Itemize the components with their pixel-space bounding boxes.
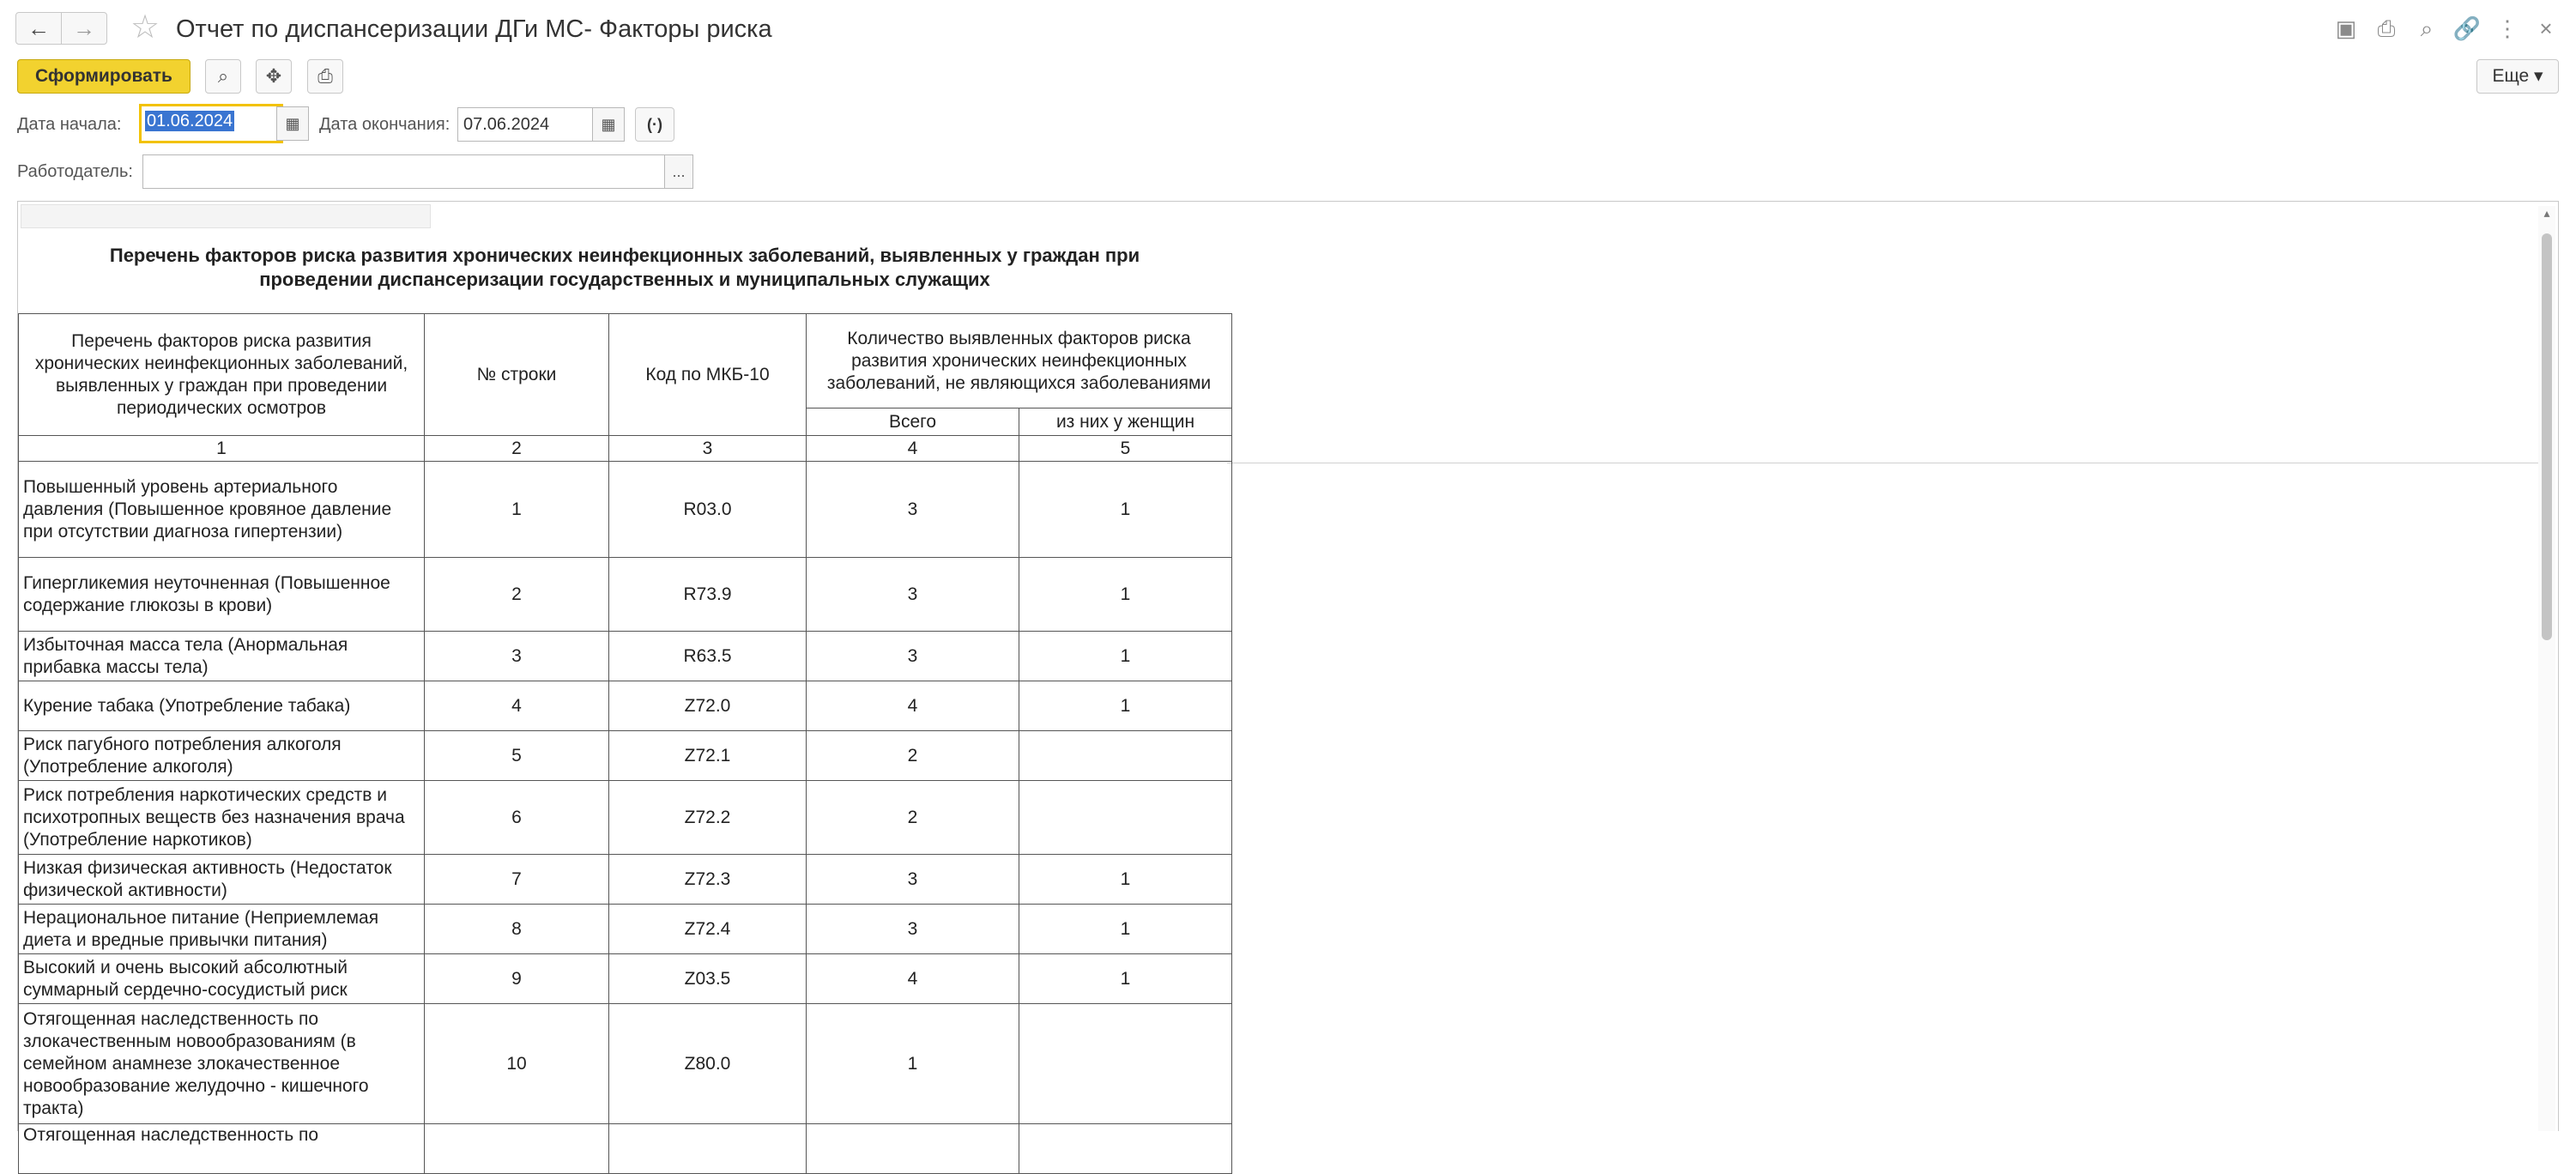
- preview-icon[interactable]: ⌕: [2420, 15, 2434, 41]
- window-title: Отчет по диспансеризации ДГи МС- Факторы риска: [176, 15, 772, 43]
- header-total: Всего: [807, 408, 1019, 436]
- start-date-input[interactable]: [139, 104, 283, 143]
- employer-label: Работодатель:: [17, 162, 133, 181]
- cell-factor: Отягощенная наследственность по злокачественным новообразованиям (в семейном анамнезе злокачественное новообразование желудочно - кишечного тракта): [19, 1004, 425, 1124]
- cell-total: 3: [807, 632, 1019, 681]
- cell-total: 4: [807, 954, 1019, 1004]
- start-date-label: Дата начала:: [17, 115, 122, 134]
- cell-total: 3: [807, 462, 1019, 558]
- arrow-left-icon: ←: [27, 15, 50, 41]
- cell-total: [807, 1124, 1019, 1174]
- cell-row-no: 10: [425, 1004, 609, 1124]
- cell-total: 2: [807, 781, 1019, 855]
- generate-button[interactable]: Сформировать: [17, 59, 190, 94]
- cell-icd: R63.5: [609, 632, 807, 681]
- search-doc-icon: ⌕: [217, 65, 229, 87]
- cell-icd: Z72.3: [609, 855, 807, 905]
- cell-women: [1019, 1004, 1232, 1124]
- select-period-button[interactable]: [635, 107, 674, 142]
- cell-women: [1019, 731, 1232, 781]
- cell-icd: Z72.4: [609, 905, 807, 954]
- cell-total: 3: [807, 855, 1019, 905]
- calendar-icon: ▦: [601, 116, 616, 133]
- end-date-label: Дата окончания:: [319, 115, 450, 134]
- cell-row-no: [425, 1124, 609, 1174]
- employer-input[interactable]: [142, 154, 666, 189]
- end-date-calendar-button[interactable]: [592, 107, 625, 142]
- cell-factor: Риск пагубного потребления алкоголя (Употребление алкоголя): [19, 731, 425, 781]
- col-number: 4: [807, 436, 1019, 462]
- cell-factor: Нерациональное питание (Неприемлемая диета и вредные привычки питания): [19, 905, 425, 954]
- table-row: [19, 462, 1232, 558]
- table-row: [19, 781, 1232, 855]
- cell-row-no: 3: [425, 632, 609, 681]
- end-date-input[interactable]: [457, 107, 595, 142]
- close-icon[interactable]: ×: [2539, 15, 2553, 41]
- period-icon: (·): [647, 116, 662, 133]
- cell-icd: Z72.2: [609, 781, 807, 855]
- cell-women: [1019, 1124, 1232, 1174]
- cell-row-no: 9: [425, 954, 609, 1004]
- cell-factor: Риск потребления наркотических средств и психотропных веществ без назначения врача (Употребление наркотиков): [19, 781, 425, 855]
- cell-total: 3: [807, 558, 1019, 632]
- report-table: [18, 313, 1232, 1174]
- header-factor: Перечень факторов риска развития хронических неинфекционных заболеваний, выявленных у граждан при проведении периодических осмотров: [19, 314, 425, 436]
- scroll-up-icon[interactable]: ▴: [2543, 206, 2550, 220]
- col-number: 1: [19, 436, 425, 462]
- cell-total: 3: [807, 905, 1019, 954]
- cell-factor: Отягощенная наследственность по: [19, 1124, 425, 1174]
- end-date-value: 07.06.2024: [463, 115, 550, 134]
- table-row: [19, 681, 1232, 731]
- cell-women: 1: [1019, 954, 1232, 1004]
- cell-icd: R03.0: [609, 462, 807, 558]
- save-icon[interactable]: ▣: [2335, 15, 2357, 41]
- cell-women: 1: [1019, 558, 1232, 632]
- header-row-no: № строки: [425, 314, 609, 436]
- col-number: 3: [609, 436, 807, 462]
- cell-icd: Z03.5: [609, 954, 807, 1004]
- header-women: из них у женщин: [1019, 408, 1232, 436]
- cell-icd: R73.9: [609, 558, 807, 632]
- cell-icd: Z72.1: [609, 731, 807, 781]
- cell-factor: Курение табака (Употребление табака): [19, 681, 425, 731]
- cell-row-no: 8: [425, 905, 609, 954]
- header-icd: Код по МКБ-10: [609, 314, 807, 436]
- cell-women: 1: [1019, 905, 1232, 954]
- table-row: [19, 1124, 1232, 1174]
- link-icon[interactable]: 🔗: [2452, 15, 2482, 41]
- print-icon[interactable]: ⎙: [2377, 15, 2396, 41]
- cell-icd: Z80.0: [609, 1004, 807, 1124]
- more-vertical-icon[interactable]: ⋮: [2496, 15, 2519, 41]
- cell-women: 1: [1019, 462, 1232, 558]
- col-number: 2: [425, 436, 609, 462]
- cell-icd: [609, 1124, 807, 1174]
- start-date-value: 01.06.2024: [147, 112, 233, 130]
- start-date-calendar-button[interactable]: [276, 106, 309, 141]
- cell-row-no: 1: [425, 462, 609, 558]
- table-row: [19, 905, 1232, 954]
- star-icon[interactable]: ☆: [130, 9, 160, 45]
- scroll-thumb[interactable]: [2542, 233, 2552, 640]
- cell-factor: Повышенный уровень артериального давления (Повышенное кровяное давление при отсутствии диагноза гипертензии): [19, 462, 425, 558]
- print-button[interactable]: [307, 59, 343, 94]
- cell-row-no: 6: [425, 781, 609, 855]
- col-number: 5: [1019, 436, 1232, 462]
- arrow-right-icon: →: [73, 15, 95, 41]
- cell-women: 1: [1019, 681, 1232, 731]
- cell-row-no: 4: [425, 681, 609, 731]
- table-row: [19, 1004, 1232, 1124]
- employer-choose-button[interactable]: ...: [664, 154, 693, 189]
- cell-factor: Высокий и очень высокий абсолютный суммарный сердечно-сосудистый риск: [19, 954, 425, 1004]
- printer-icon: ⎙: [317, 65, 333, 87]
- cell-total: 4: [807, 681, 1019, 731]
- back-button[interactable]: [15, 12, 62, 45]
- report-title: Перечень факторов риска развития хронических неинфекционных заболеваний, выявленных у граждан при проведении диспансеризации государственных и муниципальных служащих: [109, 245, 1140, 290]
- table-row: [19, 731, 1232, 781]
- cell-factor: Низкая физическая активность (Недостаток физической активности): [19, 855, 425, 905]
- forward-button[interactable]: [61, 12, 107, 45]
- cell-women: 1: [1019, 632, 1232, 681]
- table-row: [19, 855, 1232, 905]
- find-button[interactable]: [205, 59, 241, 94]
- cell-row-no: 7: [425, 855, 609, 905]
- cell-row-no: 2: [425, 558, 609, 632]
- table-row: [19, 558, 1232, 632]
- more-button[interactable]: Еще ▾: [2476, 59, 2559, 94]
- cell-women: [1019, 781, 1232, 855]
- expand-button[interactable]: [256, 59, 292, 94]
- calendar-icon: ▦: [285, 115, 300, 132]
- header-count: Количество выявленных факторов риска развития хронических неинфекционных заболеваний, не являющихся заболеваниями: [807, 314, 1232, 408]
- table-row: [19, 632, 1232, 681]
- move-icon: ✥: [265, 65, 282, 87]
- cell-factor: Гипергликемия неуточненная (Повышенное содержание глюкозы в крови): [19, 558, 425, 632]
- cell-icd: Z72.0: [609, 681, 807, 731]
- cell-factor: Избыточная масса тела (Анормальная прибавка массы тела): [19, 632, 425, 681]
- cell-women: 1: [1019, 855, 1232, 905]
- cell-total: 1: [807, 1004, 1019, 1124]
- report-empty-cell: [21, 204, 431, 228]
- table-row: [19, 954, 1232, 1004]
- cell-total: 2: [807, 731, 1019, 781]
- cell-row-no: 5: [425, 731, 609, 781]
